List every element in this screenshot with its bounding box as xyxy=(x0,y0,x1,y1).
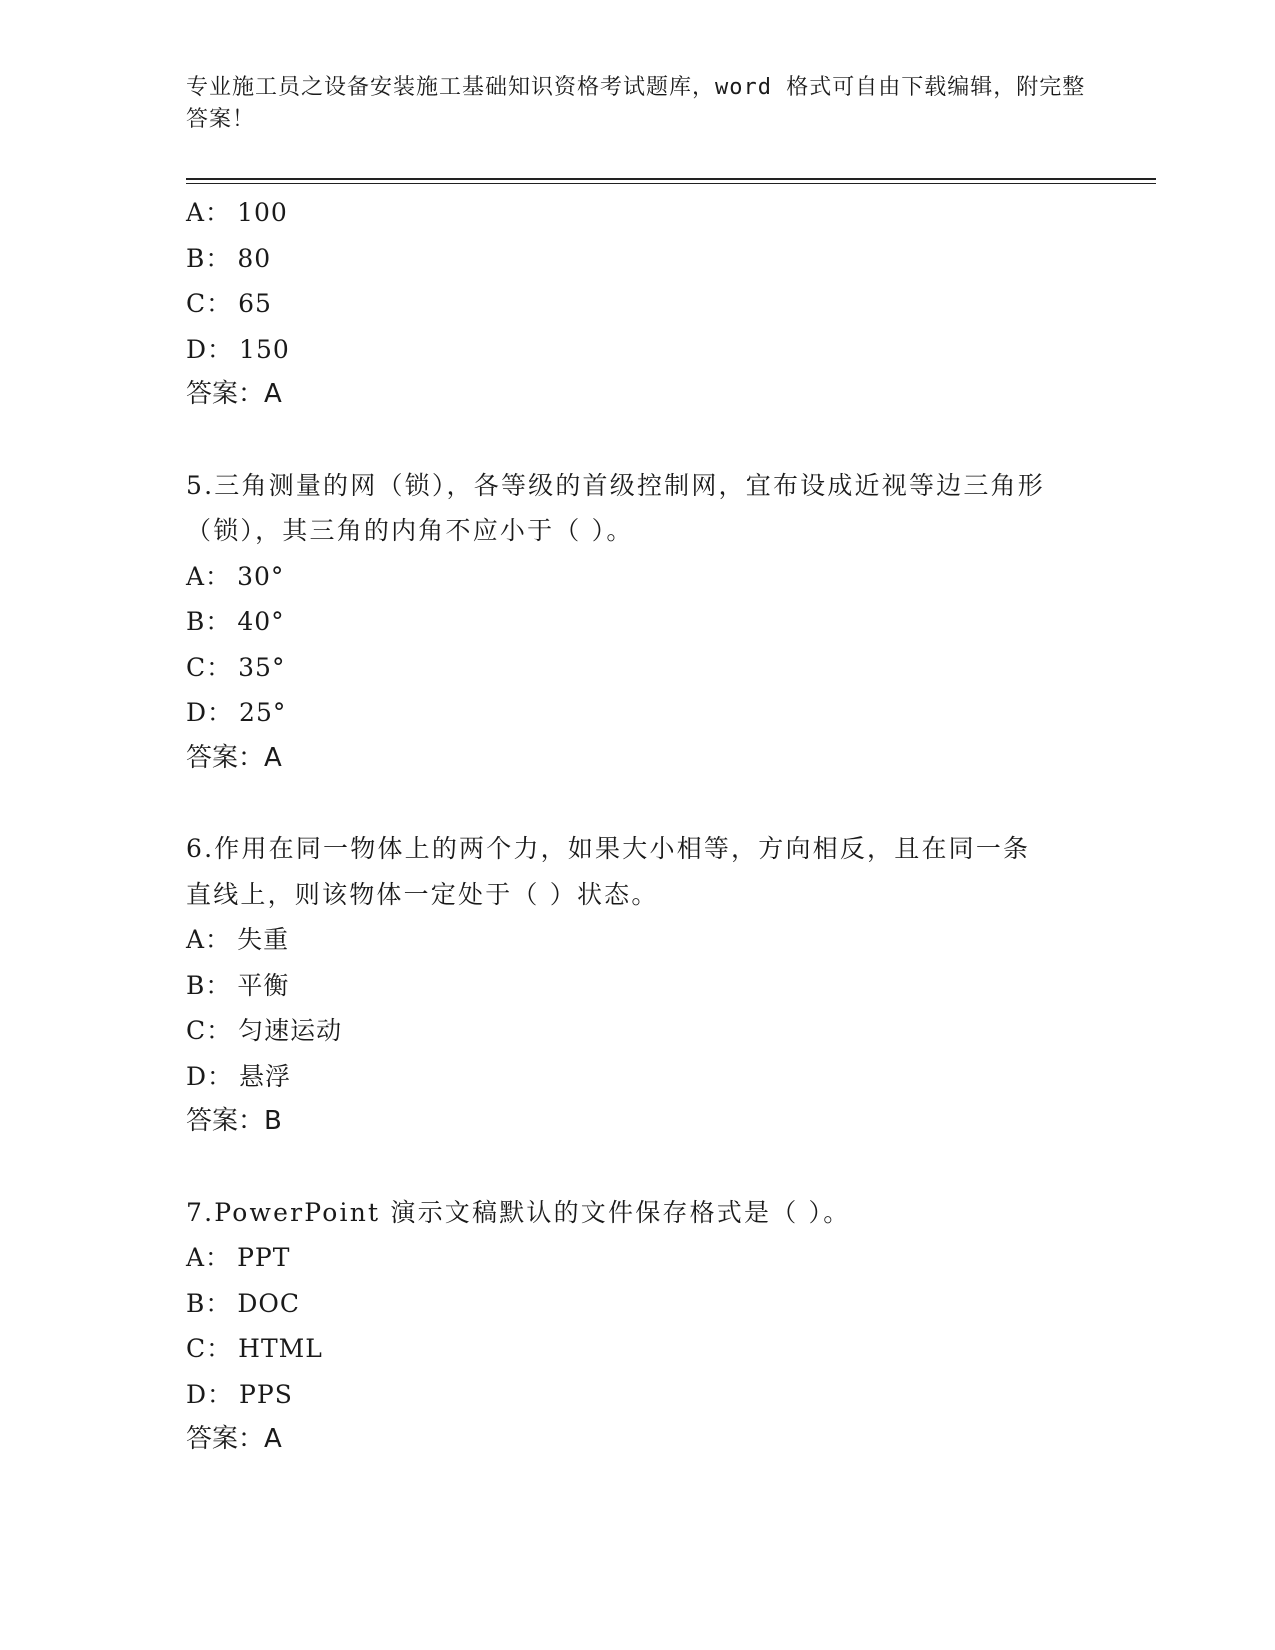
option-c xyxy=(186,1008,1066,1054)
option-b xyxy=(186,1281,1066,1327)
header-divider-thin xyxy=(186,183,1156,184)
option-text: 失重 xyxy=(237,925,290,954)
option-key: B： xyxy=(186,970,232,1000)
question-block-6 xyxy=(186,826,1066,1145)
option-key: C： xyxy=(186,652,233,682)
option-c xyxy=(186,1326,1066,1372)
question-stem: 5.三角测量的网（锁），各等级的首级控制网，宜布设成近视等边三角形（锁），其三角的内角不应小于（ ）。 xyxy=(186,470,1045,545)
option-b xyxy=(186,963,1066,1009)
option-a xyxy=(186,554,1066,600)
option-key: D： xyxy=(186,1379,234,1409)
option-key: D： xyxy=(186,698,234,727)
option-text: 30° xyxy=(237,561,285,591)
option-text: 匀速运动 xyxy=(238,1016,343,1045)
option-key: D： xyxy=(186,334,234,364)
option-key: A： xyxy=(186,1243,232,1272)
option-key: C： xyxy=(186,289,233,318)
option-text: 65 xyxy=(238,289,272,318)
option-a xyxy=(186,190,1066,236)
option-text: 平衡 xyxy=(237,970,290,1000)
option-a xyxy=(186,1235,1066,1281)
option-d xyxy=(186,1054,1066,1100)
option-text: PPT xyxy=(237,1243,291,1272)
option-key: A： xyxy=(186,925,232,954)
page-title: 专业施工员之设备安装施工基础知识资格考试题库，word 格式可自由下载编辑，附完整答案！ xyxy=(186,75,1086,132)
question-list xyxy=(186,190,1066,1463)
answer-line: 答案：A xyxy=(186,1424,282,1454)
page-header xyxy=(186,72,1086,136)
header-divider xyxy=(186,178,1156,180)
option-text: 100 xyxy=(237,198,288,227)
option-d xyxy=(186,327,1066,373)
option-b xyxy=(186,599,1066,645)
question-block-5 xyxy=(186,463,1066,782)
option-key: D： xyxy=(186,1061,234,1091)
option-text: 35° xyxy=(238,652,286,682)
option-text: 150 xyxy=(239,334,290,364)
option-key: C： xyxy=(186,1016,233,1045)
option-d xyxy=(186,690,1066,736)
option-text: 40° xyxy=(237,607,285,636)
option-key: C： xyxy=(186,1334,233,1363)
option-text: 悬浮 xyxy=(239,1061,292,1091)
option-key: A： xyxy=(186,198,232,227)
option-a xyxy=(186,917,1066,963)
option-key: B： xyxy=(186,243,232,273)
option-key: A： xyxy=(186,561,232,591)
question-block-partial xyxy=(186,190,1066,418)
question-block-7 xyxy=(186,1190,1066,1463)
option-key: B： xyxy=(186,607,232,636)
question-stem: 7.PowerPoint 演示文稿默认的文件保存格式是（ ）。 xyxy=(186,1197,851,1227)
option-c xyxy=(186,645,1066,691)
option-key: B： xyxy=(186,1288,232,1318)
option-text: 80 xyxy=(237,243,272,273)
question-stem: 6.作用在同一物体上的两个力，如果大小相等，方向相反，且在同一条直线上，则该物体一定处于（ ）状态。 xyxy=(186,834,1031,909)
option-d xyxy=(186,1372,1066,1418)
option-c xyxy=(186,281,1066,327)
option-b xyxy=(186,236,1066,282)
answer-line: 答案：A xyxy=(186,742,282,773)
answer-line: 答案：A xyxy=(186,379,282,409)
option-text: PPS xyxy=(239,1379,293,1409)
option-text: HTML xyxy=(238,1334,323,1363)
option-text: DOC xyxy=(237,1288,301,1318)
option-text: 25° xyxy=(239,698,287,727)
answer-line: 答案：B xyxy=(186,1106,282,1136)
